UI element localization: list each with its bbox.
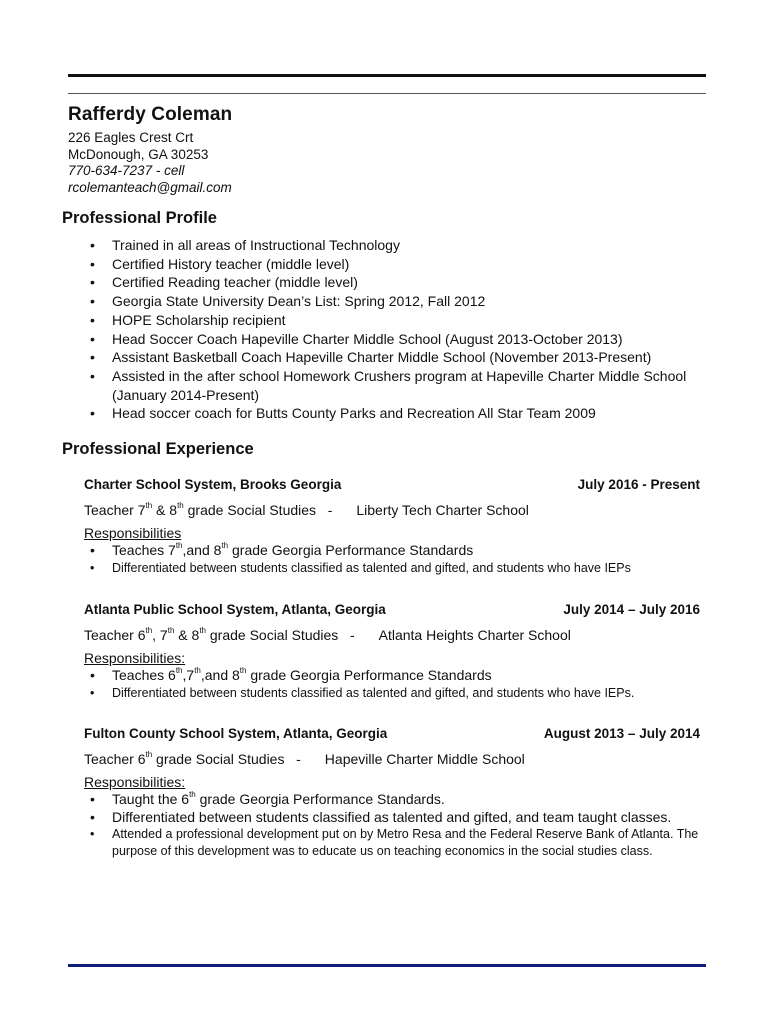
job-header: [84, 602, 700, 620]
responsibilities-list: [84, 542, 700, 576]
profile-item: • Assisted in the after school Homework Crushers program at Hapeville Charter Middle School (January 2014-Present): [84, 367, 704, 404]
email: rcolemanteach@gmail.com: [68, 179, 232, 195]
experience-heading: Professional Experience: [62, 440, 254, 458]
responsibilities-list: [84, 667, 700, 701]
top-rule-thin: [68, 93, 706, 94]
job-header: [84, 477, 700, 495]
profile-heading: Professional Profile: [62, 209, 217, 227]
job-dates: July 2016 - Present: [577, 477, 700, 492]
responsibility-item: • Differentiated between students classified as talented and gifted, and students who have IEPs.: [84, 685, 700, 702]
school-name: Liberty Tech Charter School: [356, 502, 529, 518]
profile-item: • Certified History teacher (middle level): [84, 255, 704, 274]
job-dates: July 2014 – July 2016: [563, 602, 700, 617]
profile-item: • Assistant Basketball Coach Hapeville Charter Middle School (November 2013-Present): [84, 348, 704, 367]
address-line-1: 226 Eagles Crest Crt: [68, 130, 194, 145]
top-rule-thick: [68, 74, 706, 77]
phone: 770-634-7237 - cell: [68, 163, 185, 178]
job-entry: [84, 602, 700, 701]
responsibility-item: • Attended a professional development put on by Metro Resa and the Federal Reserve Bank of Atlanta. The purpose of this development was to educate us on teaching economics in the social studies class.: [84, 826, 700, 859]
address-line-2: McDonough, GA 30253: [68, 146, 209, 162]
job-role: Teacher 6th, 7th & 8th grade Social Studies - Atlanta Heights Charter School: [84, 626, 571, 643]
responsibilities-label: Responsibilities: [84, 525, 182, 541]
profile-item: • Trained in all areas of Instructional Technology: [84, 236, 704, 255]
profile-item: • Head Soccer Coach Hapeville Charter Middle School (August 2013-October 2013): [84, 330, 704, 349]
job-role: Teacher 6th grade Social Studies - Hapeville Charter Middle School: [84, 750, 525, 767]
responsibilities-list: [84, 791, 700, 859]
profile-item: • Head soccer coach for Butts County Parks and Recreation All Star Team 2009: [84, 404, 704, 423]
employer: Charter School System, Brooks Georgia: [84, 477, 342, 492]
profile-list: [84, 236, 704, 423]
responsibility-item: • Teaches 6th,7th,and 8th grade Georgia Performance Standards: [84, 667, 700, 685]
job-header: [84, 726, 700, 744]
contact-header: [68, 104, 232, 196]
employer: Fulton County School System, Atlanta, Georgia: [84, 726, 388, 741]
responsibilities-label: Responsibilities:: [84, 650, 186, 666]
responsibility-item: • Teaches 7th,and 8th grade Georgia Performance Standards: [84, 542, 700, 560]
job-dates: August 2013 – July 2014: [543, 726, 700, 741]
responsibility-item: • Differentiated between students classified as talented and gifted, and students who have IEPs: [84, 560, 700, 577]
school-name: Hapeville Charter Middle School: [324, 751, 525, 767]
candidate-name: Rafferdy Coleman: [68, 104, 233, 125]
job-role: Teacher 7th & 8th grade Social Studies - Liberty Tech Charter School: [84, 501, 529, 518]
profile-item: • HOPE Scholarship recipient: [84, 311, 704, 330]
bottom-rule: [68, 964, 706, 967]
profile-item: • Certified Reading teacher (middle level): [84, 273, 704, 292]
job-entry: [84, 726, 700, 859]
responsibility-item: • Taught the 6th grade Georgia Performance Standards.: [84, 791, 700, 809]
employer: Atlanta Public School System, Atlanta, Georgia: [84, 602, 386, 617]
responsibilities-label: Responsibilities:: [84, 774, 186, 790]
profile-item: • Georgia State University Dean’s List: Spring 2012, Fall 2012: [84, 292, 704, 311]
responsibility-item: • Differentiated between students classified as talented and gifted, and team taught classes.: [84, 809, 700, 827]
job-entry: [84, 477, 700, 576]
school-name: Atlanta Heights Charter School: [378, 627, 571, 643]
